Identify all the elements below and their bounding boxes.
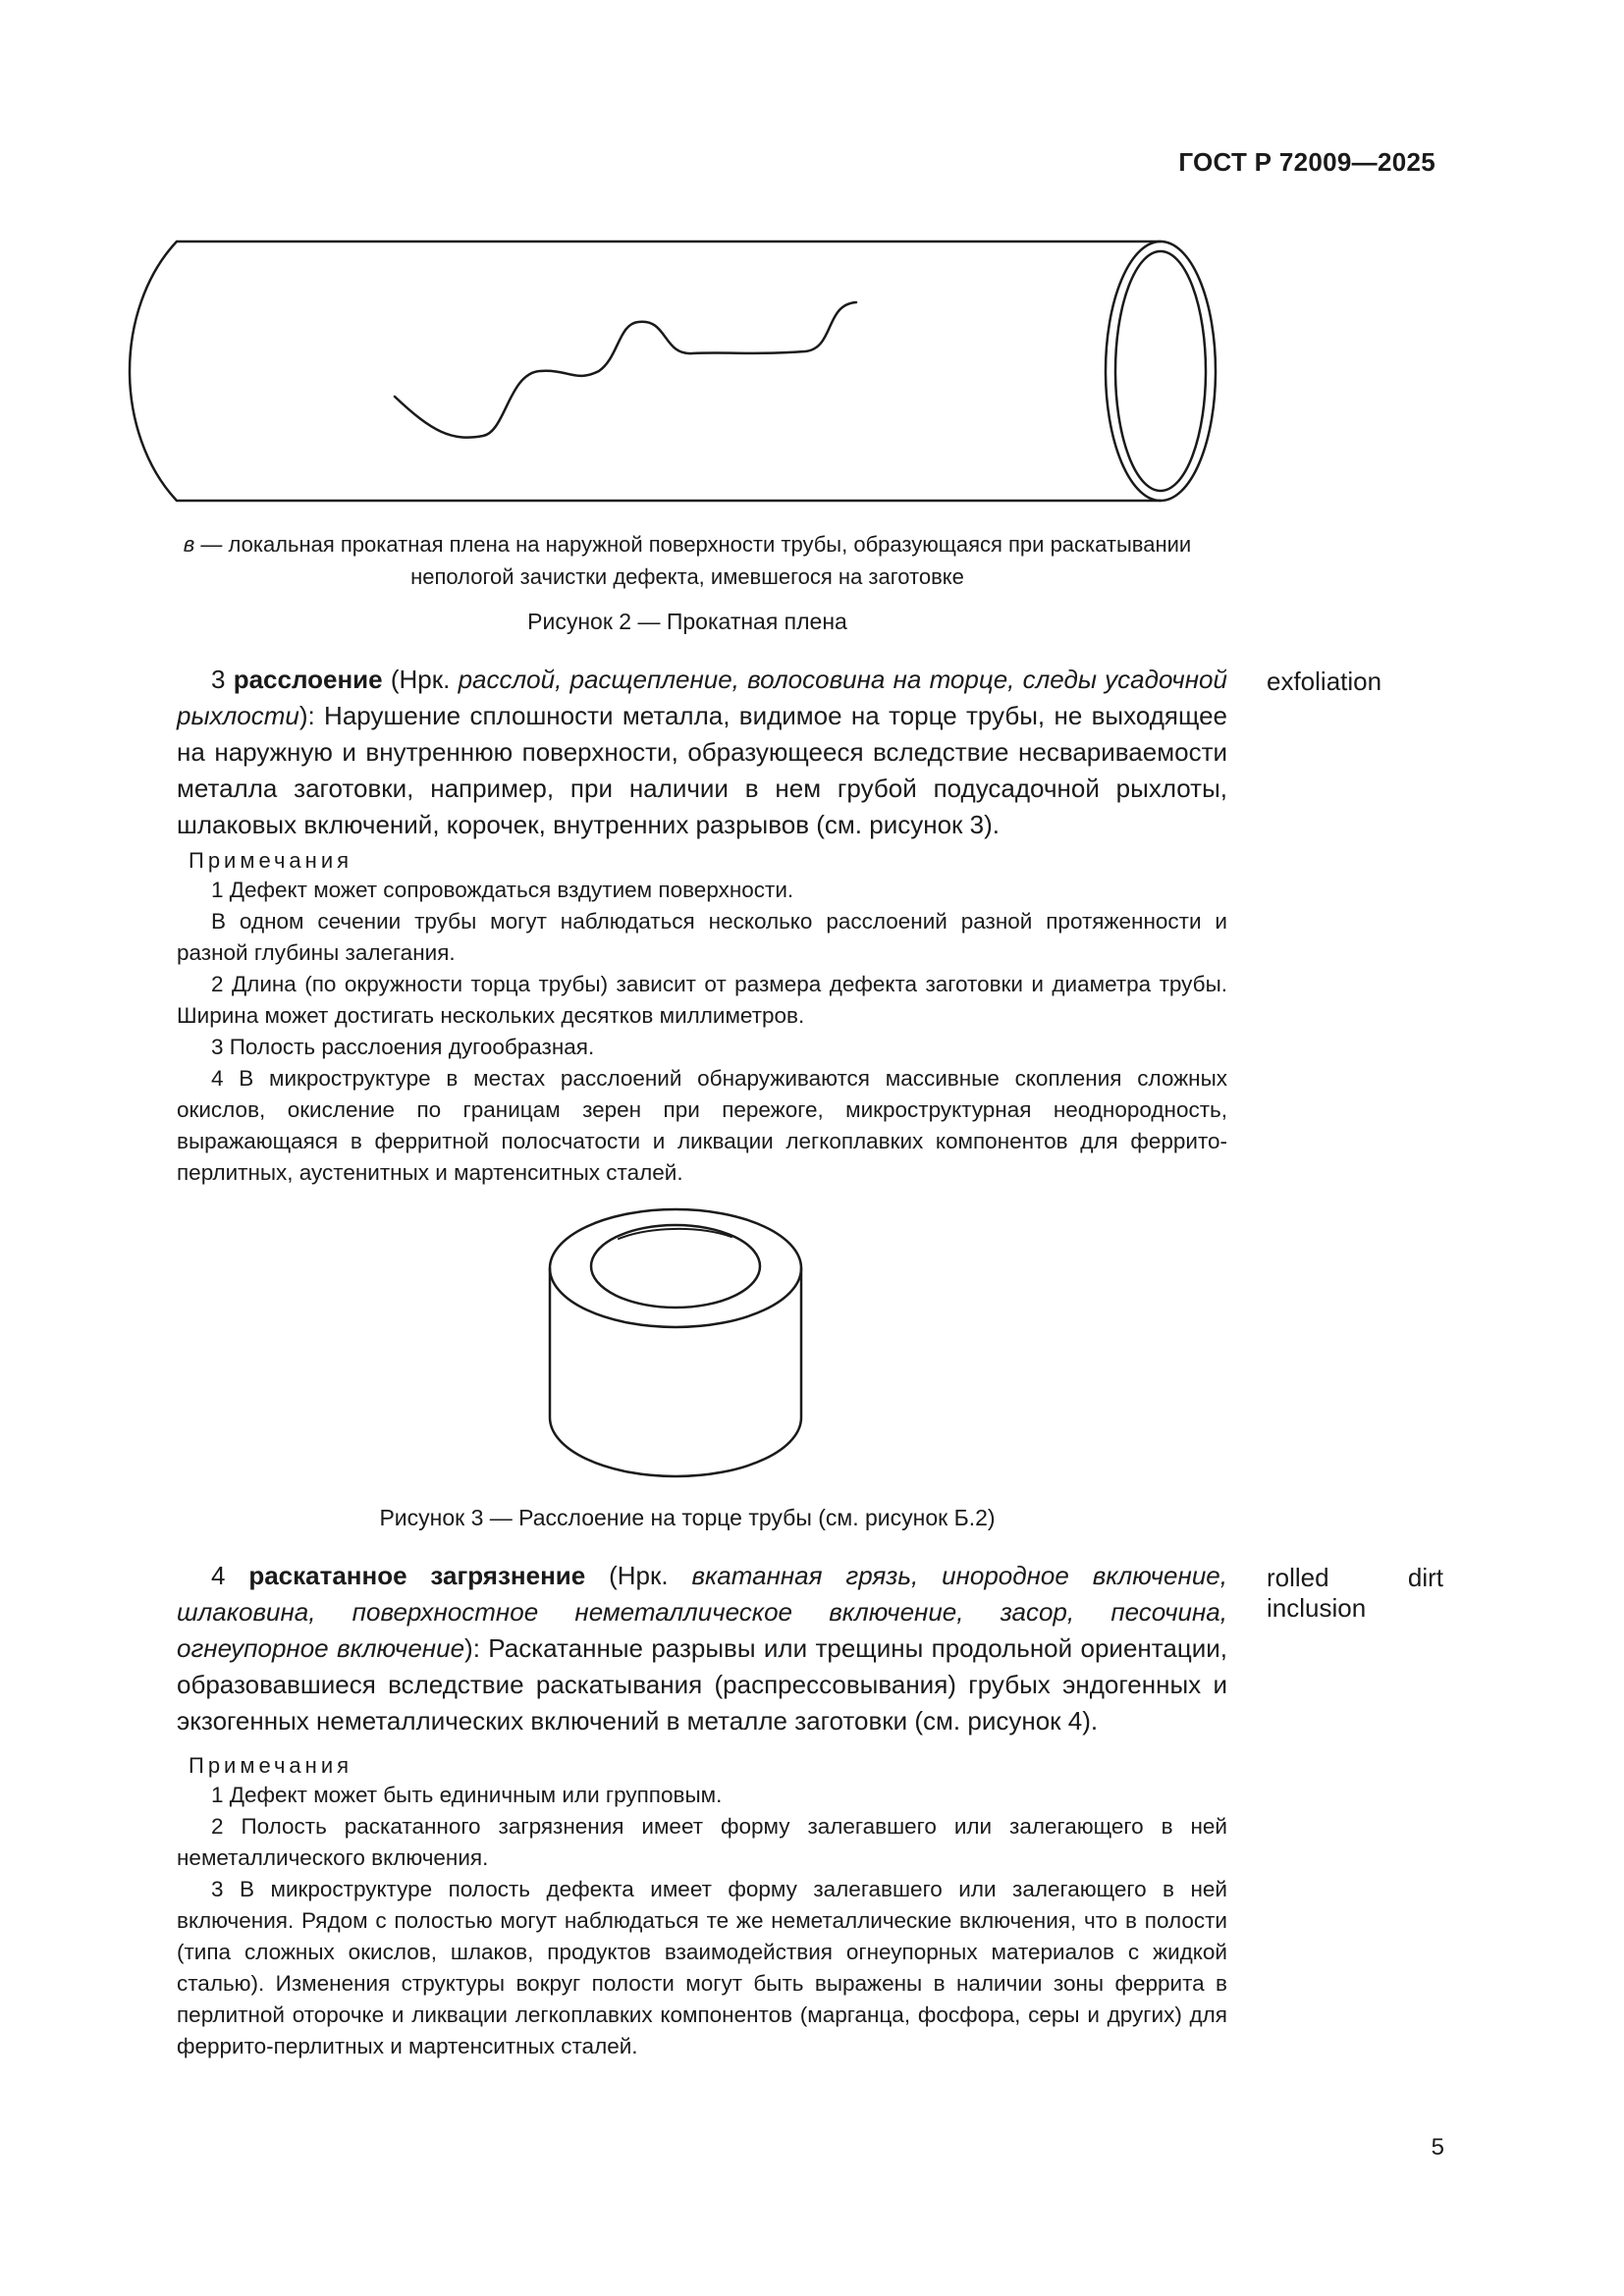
term4-notes-title: Примечания (189, 1753, 353, 1778)
plena-defect-line (395, 302, 856, 438)
term4-note: 1 Дефект может быть единичным или групповым. (211, 1783, 723, 1807)
term4-notes (177, 1780, 1227, 2062)
term3-note: 1 Дефект может сопровождаться вздутием поверхности. (211, 878, 794, 902)
term3-synonyms: расслой, расщепление, волосовина на торце, следы усадочной рыхлости (177, 665, 1227, 730)
term3-notes-title: Примечания (189, 848, 353, 873)
figure2-caption: Рисунок 2 — Прокатная плена (527, 609, 847, 634)
term4-synonyms: вкатанная грязь, инородное включение, шлаковина, поверхностное неметаллическое включение, засор, песочина, огнеупорное включение (177, 1561, 1227, 1663)
term3-definition-text: ): Нарушение сплошности металла, видимое на торце трубы, не выходящее на наружную и внутреннюю поверхности, образующееся вследствие несвариваемости металла заготовки, например, при наличии в нем грубой подусадочной рыхлоты, шлаковых включений, корочек, внутренних разрывов (см. рисунок 3). (177, 701, 1227, 839)
term3-nrk-prefix: (Нрк. (390, 665, 451, 694)
term3-notes (177, 875, 1227, 1189)
term3-definition (177, 662, 1227, 843)
term4-english: rolled dirt inclusion (1267, 1563, 1443, 1623)
term4-nrk-prefix: (Нрк. (609, 1561, 669, 1590)
term4-term: раскатанное загрязнение (248, 1561, 586, 1590)
term3-note: 3 Полость расслоения дугообразная. (211, 1035, 595, 1059)
cylinder-top-outer (550, 1209, 801, 1327)
pipe-figure (118, 236, 1257, 510)
term4-note: 2 Полость раскатанного загрязнения имеет форму залегавшего или залегающего в ней неметаллического включения. (177, 1814, 1227, 1870)
term3-english: exfoliation (1267, 667, 1382, 696)
pipe-outline (130, 241, 1161, 501)
page-number: 5 (1431, 2134, 1444, 2161)
term3-note: 4 В микроструктуре в местах расслоений обнаруживаются массивные скопления сложных окислов, окисление по границам зерен при пережоге, микроструктурная неоднородность, выражающаяся в ферритной полосчатости и ликвации легкоплавких компонентов для феррито-перлитных, аустенитных и мартенситных сталей. (177, 1066, 1227, 1185)
figure2-sub-text: — локальная прокатная плена на наружной поверхности трубы, образующаяся при раскатывании непологой зачистки дефекта, имевшегося на заготовке (200, 532, 1192, 589)
figure2-sub-label: в (183, 532, 195, 557)
exfoliation-cylinder-figure (530, 1200, 825, 1484)
term4-definition (177, 1558, 1227, 1739)
term4-number: 4 (211, 1561, 226, 1590)
pipe-end-inner (1115, 251, 1206, 491)
pipe-end-outer (1106, 241, 1216, 501)
cylinder-sides (550, 1268, 801, 1476)
term3-note: В одном сечении трубы могут наблюдаться несколько расслоений разной протяженности и разной глубины залегания. (177, 909, 1227, 965)
figure2-sub-caption (147, 528, 1227, 593)
document-code-header: ГОСТ Р 72009—2025 (1178, 147, 1435, 177)
cylinder-top-inner (591, 1225, 760, 1308)
term4-definition-text: ): Раскатанные разрывы или трещины продольной ориентации, образовавшиеся вследствие раскатывания (распрессовывания) грубых эндогенных и экзогенных неметаллических включений в металле заготовки (см. рисунок 4). (177, 1633, 1228, 1735)
term3-note: 2 Длина (по окружности торца трубы) зависит от размера дефекта заготовки и диаметра трубы. Ширина может достигать нескольких десятков миллиметров. (177, 972, 1227, 1028)
term4-note: 3 В микроструктуре полость дефекта имеет форму залегавшего или залегающего в ней включения. Рядом с полостью могут наблюдаться те же неметаллические включения, что в полости (типа сложных окислов, шлаков, продуктов взаимодействия огнеупорных материалов с жидкой сталью). Изменения структуры вокруг полости могут быть выражены в наличии зоны феррита в перлитной оторочке и ликвации легкоплавких компонентов (марганца, фосфора, серы и других) для феррито-перлитных и мартенситных сталей. (177, 1877, 1227, 2058)
term3-term: расслоение (233, 665, 383, 694)
term3-number: 3 (211, 665, 226, 694)
figure3-caption: Рисунок 3 — Расслоение на торце трубы (см. рисунок Б.2) (379, 1505, 996, 1530)
